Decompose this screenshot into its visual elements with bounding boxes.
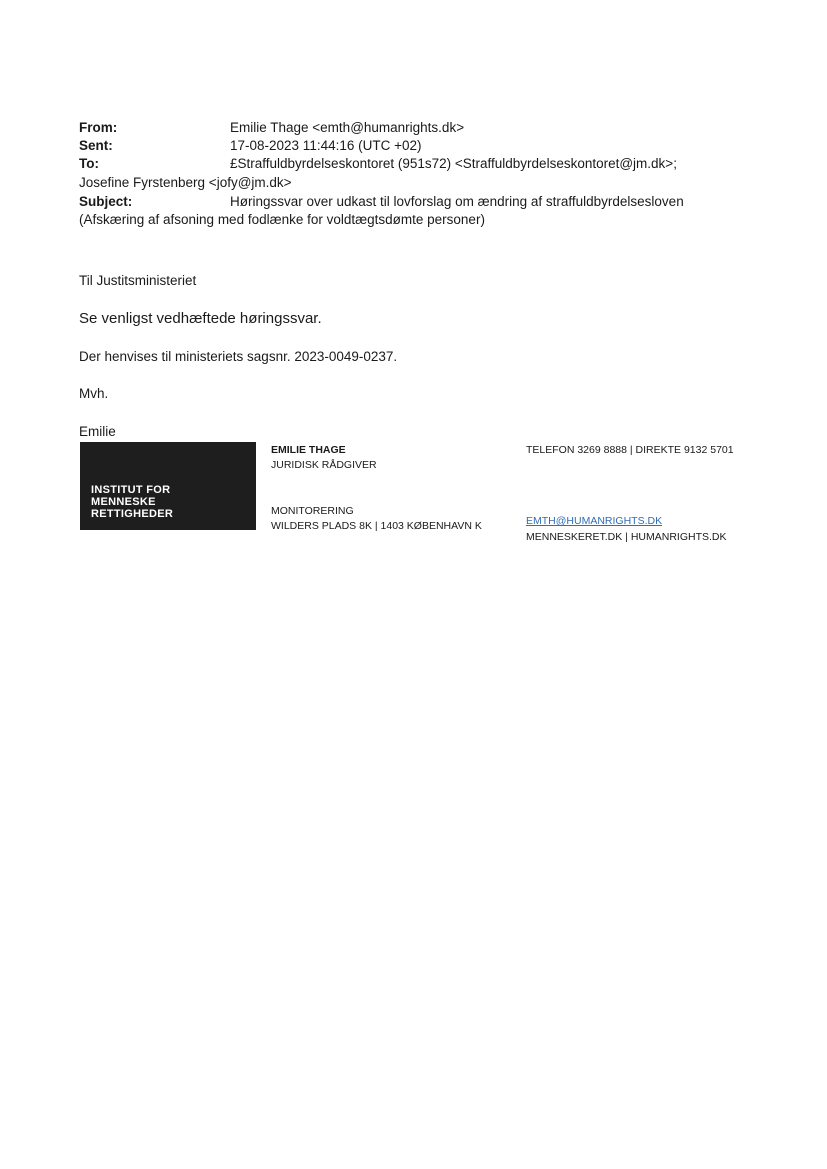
sent-value: 17-08-2023 11:44:16 (UTC +02) bbox=[230, 138, 422, 153]
to-continuation: Josefine Fyrstenberg <jofy@jm.dk> bbox=[79, 175, 292, 190]
body-line-2: Der henvises til ministeriets sagsnr. 2023-0049-0237. bbox=[79, 349, 398, 364]
logo-line-2: MENNESKE bbox=[91, 496, 156, 508]
to-value: £Straffuldbyrdelseskontoret (951s72) <Straffuldbyrdelseskontoret@jm.dk>; bbox=[230, 156, 677, 171]
logo-line-3: RETTIGHEDER bbox=[91, 508, 174, 520]
signature-department: MONITORERING bbox=[271, 505, 354, 517]
subject-value: Høringssvar over udkast til lovforslag om ændring af straffuldbyrdelsesloven bbox=[230, 194, 684, 209]
subject-continuation: (Afskæring af afsoning med fodlænke for voldtægtsdømte personer) bbox=[79, 212, 485, 227]
logo-text bbox=[91, 484, 173, 520]
sent-label: Sent: bbox=[79, 138, 113, 153]
signature-title: JURIDISK RÅDGIVER bbox=[271, 459, 377, 471]
signature-address: WILDERS PLADS 8K | 1403 KØBENHAVN K bbox=[271, 520, 482, 532]
salutation: Til Justitsministeriet bbox=[79, 273, 197, 288]
from-value: Emilie Thage <emth@humanrights.dk> bbox=[230, 120, 465, 135]
signature-email-link[interactable]: EMTH@HUMANRIGHTS.DK bbox=[526, 515, 663, 527]
to-label: To: bbox=[79, 156, 99, 171]
signature-phone: TELEFON 3269 8888 | DIREKTE 9132 5701 bbox=[526, 444, 734, 456]
signature-websites[interactable]: MENNESKERET.DK | HUMANRIGHTS.DK bbox=[526, 531, 727, 543]
institute-logo bbox=[80, 442, 256, 530]
body-line-1: Se venligst vedhæftede høringssvar. bbox=[79, 310, 322, 327]
logo-line-1: INSTITUT FOR bbox=[91, 484, 171, 496]
sender-first-name: Emilie bbox=[79, 424, 116, 439]
signature-name: EMILIE THAGE bbox=[271, 444, 346, 456]
subject-label: Subject: bbox=[79, 194, 133, 209]
closing: Mvh. bbox=[79, 386, 109, 401]
from-label: From: bbox=[79, 120, 118, 135]
